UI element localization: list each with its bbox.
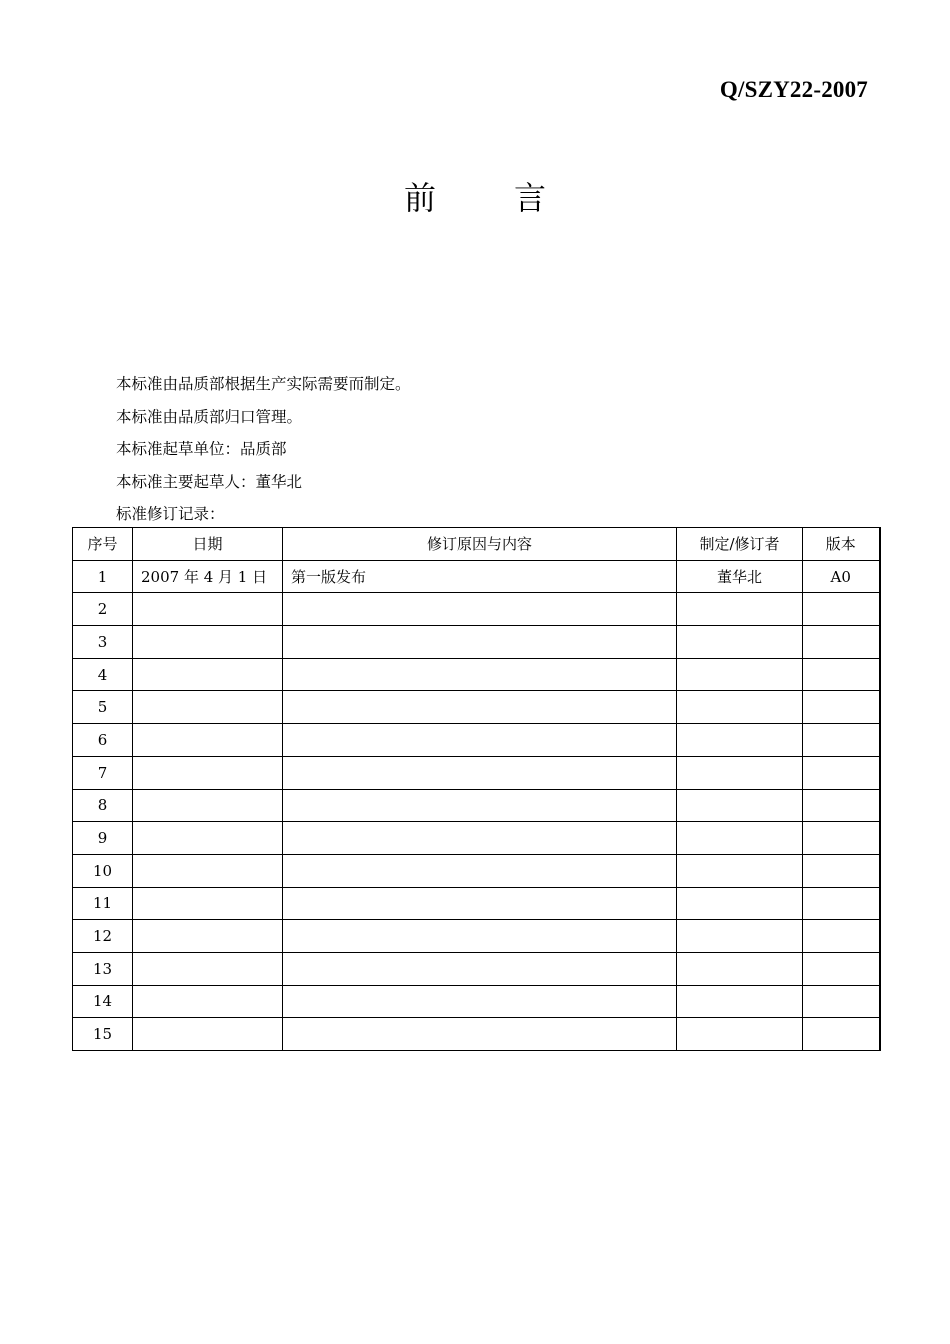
cell-revision-reason xyxy=(283,1018,677,1051)
cell-version: A0 xyxy=(803,560,880,593)
cell-serial-no: 8 xyxy=(73,789,133,822)
table-row xyxy=(73,822,880,855)
cell-reviser xyxy=(677,920,803,953)
cell-serial-no: 5 xyxy=(73,691,133,724)
revision-table-body xyxy=(73,560,880,1050)
table-header-row xyxy=(73,528,880,561)
cell-date xyxy=(133,658,283,691)
cell-serial-no: 2 xyxy=(73,593,133,626)
title-char-1: 前 xyxy=(403,179,436,217)
header-serial-no: 序号 xyxy=(73,528,133,561)
cell-reviser xyxy=(677,658,803,691)
cell-revision-reason xyxy=(283,920,677,953)
table-row xyxy=(73,691,880,724)
cell-revision-reason xyxy=(283,822,677,855)
cell-reviser xyxy=(677,593,803,626)
cell-revision-reason xyxy=(283,626,677,659)
table-row xyxy=(73,658,880,691)
cell-revision-reason xyxy=(283,985,677,1018)
cell-date xyxy=(133,985,283,1018)
cell-serial-no: 4 xyxy=(73,658,133,691)
cell-version xyxy=(803,1018,880,1051)
cell-serial-no: 13 xyxy=(73,952,133,985)
cell-version xyxy=(803,658,880,691)
cell-serial-no: 3 xyxy=(73,626,133,659)
cell-serial-no: 12 xyxy=(73,920,133,953)
cell-date xyxy=(133,724,283,757)
cell-serial-no: 11 xyxy=(73,887,133,920)
table-row xyxy=(73,724,880,757)
cell-version xyxy=(803,626,880,659)
table-row xyxy=(73,854,880,887)
cell-date: 2007 年 4 月 1 日 xyxy=(133,560,283,593)
table-row xyxy=(73,887,880,920)
cell-date xyxy=(133,756,283,789)
paragraph-revision-record-label: 标准修订记录： xyxy=(116,505,225,523)
cell-date xyxy=(133,854,283,887)
header-version: 版本 xyxy=(803,528,880,561)
cell-revision-reason: 第一版发布 xyxy=(283,560,677,593)
cell-serial-no: 15 xyxy=(73,1018,133,1051)
cell-reviser xyxy=(677,756,803,789)
header-date: 日期 xyxy=(133,528,283,561)
cell-version xyxy=(803,920,880,953)
cell-version xyxy=(803,822,880,855)
cell-reviser xyxy=(677,985,803,1018)
table-row xyxy=(73,560,880,593)
cell-reviser xyxy=(677,887,803,920)
table-row xyxy=(73,952,880,985)
cell-version xyxy=(803,854,880,887)
cell-revision-reason xyxy=(283,724,677,757)
paragraph-drafting-unit: 本标准起草单位：品质部 xyxy=(116,440,287,458)
cell-version xyxy=(803,756,880,789)
cell-revision-reason xyxy=(283,887,677,920)
cell-date xyxy=(133,691,283,724)
cell-revision-reason xyxy=(283,854,677,887)
document-code: Q/SZY22-2007 xyxy=(719,77,868,102)
header-revision-reason: 修订原因与内容 xyxy=(283,528,677,561)
paragraph-responsibility: 本标准由品质部根据生产实际需要而制定。 xyxy=(116,375,411,393)
cell-reviser xyxy=(677,691,803,724)
cell-date xyxy=(133,626,283,659)
cell-version xyxy=(803,789,880,822)
paragraph-management: 本标准由品质部归口管理。 xyxy=(116,407,303,426)
cell-version xyxy=(803,724,880,757)
revision-record-table xyxy=(72,527,881,1051)
table-row xyxy=(73,593,880,626)
table-row xyxy=(73,626,880,659)
cell-reviser xyxy=(677,822,803,855)
cell-date xyxy=(133,952,283,985)
cell-revision-reason xyxy=(283,593,677,626)
title-char-2: 言 xyxy=(514,179,547,217)
cell-reviser: 董华北 xyxy=(677,560,803,593)
cell-reviser xyxy=(677,724,803,757)
cell-reviser xyxy=(677,1018,803,1051)
cell-serial-no: 6 xyxy=(73,724,133,757)
cell-date xyxy=(133,887,283,920)
cell-reviser xyxy=(677,952,803,985)
cell-serial-no: 9 xyxy=(73,822,133,855)
cell-reviser xyxy=(677,854,803,887)
cell-reviser xyxy=(677,626,803,659)
cell-revision-reason xyxy=(283,691,677,724)
cell-reviser xyxy=(677,789,803,822)
cell-serial-no: 7 xyxy=(73,756,133,789)
table-row xyxy=(73,920,880,953)
cell-serial-no: 1 xyxy=(73,560,133,593)
cell-version xyxy=(803,593,880,626)
header-reviser: 制定/修订者 xyxy=(677,528,803,561)
preface-body xyxy=(116,372,411,535)
cell-date xyxy=(133,1018,283,1051)
cell-revision-reason xyxy=(283,756,677,789)
cell-version xyxy=(803,887,880,920)
cell-date xyxy=(133,920,283,953)
table-row xyxy=(73,1018,880,1051)
cell-version xyxy=(803,985,880,1018)
cell-date xyxy=(133,822,283,855)
page-title xyxy=(0,173,950,219)
cell-date xyxy=(133,593,283,626)
cell-version xyxy=(803,691,880,724)
cell-version xyxy=(803,952,880,985)
cell-serial-no: 14 xyxy=(73,985,133,1018)
cell-date xyxy=(133,789,283,822)
cell-revision-reason xyxy=(283,658,677,691)
cell-serial-no: 10 xyxy=(73,854,133,887)
cell-revision-reason xyxy=(283,789,677,822)
cell-revision-reason xyxy=(283,952,677,985)
table-row xyxy=(73,789,880,822)
table-row xyxy=(73,985,880,1018)
paragraph-drafter: 本标准主要起草人：董华北 xyxy=(116,472,303,491)
table-row xyxy=(73,756,880,789)
